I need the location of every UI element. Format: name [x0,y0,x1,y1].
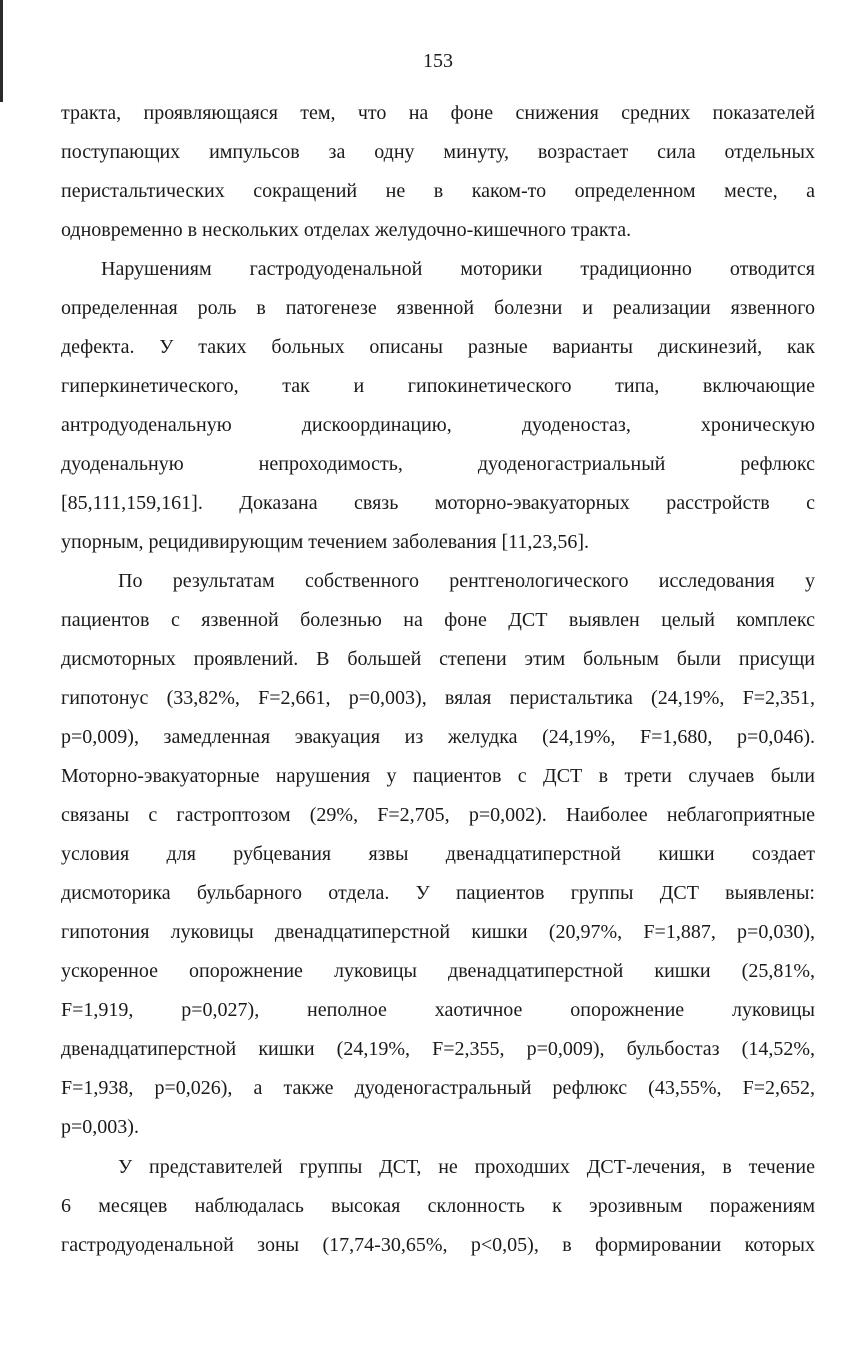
text-line: p=0,009), замедленная эвакуация из желудка (24,19%, F=1,680, p=0,046). [61,726,815,748]
text-line: дефекта. У таких больных описаны разные варианты дискинезий, как [61,336,815,358]
text-line: тракта, проявляющаяся тем, что на фоне снижения средних показателей [61,102,815,124]
text-line: Моторно-эвакуаторные нарушения у пациентов с ДСТ в трети случаев были [61,765,815,787]
text-line: гипотония луковицы двенадцатиперстной кишки (20,97%, F=1,887, p=0,030), [61,921,815,943]
text-line: перистальтических сокращений не в каком-то определенном месте, а [61,180,815,202]
text-line: Нарушениям гастродуоденальной моторики традиционно отводится [101,258,815,280]
text-line: пациентов с язвенной болезнью на фоне ДСТ выявлен целый комплекс [61,609,815,631]
text-line: дисмоторика бульбарного отдела. У пациентов группы ДСТ выявлены: [61,882,815,904]
text-line: ускоренное опорожнение луковицы двенадцатиперстной кишки (25,81%, [61,960,815,982]
text-line: дуоденальную непроходимость, дуоденогастриальный рефлюкс [61,453,815,475]
text-line: F=1,938, p=0,026), а также дуоденогастральный рефлюкс (43,55%, F=2,652, [61,1077,815,1099]
text-line: гиперкинетического, так и гипокинетического типа, включающие [61,375,815,397]
text-line: гипотонус (33,82%, F=2,661, p=0,003), вялая перистальтика (24,19%, F=2,351, [61,687,815,709]
text-line: антродуоденальную дискоординацию, дуоденостаз, хроническую [61,414,815,436]
text-line: У представителей группы ДСТ, не проходших ДСТ-лечения, в течение [118,1156,815,1178]
text-line: одновременно в нескольких отделах желудочно-кишечного тракта. [61,219,632,241]
text-line: связаны с гастроптозом (29%, F=2,705, p=0,002). Наиболее неблагоприятные [61,804,815,826]
text-line: p=0,003). [61,1116,139,1138]
text-line: F=1,919, p=0,027), неполное хаотичное опорожнение луковицы [61,999,815,1021]
text-line: двенадцатиперстной кишки (24,19%, F=2,355, p=0,009), бульбостаз (14,52%, [61,1038,815,1060]
text-line: условия для рубцевания язвы двенадцатиперстной кишки создает [61,843,815,865]
text-line: поступающих импульсов за одну минуту, возрастает сила отдельных [61,141,815,163]
text-line: [85,111,159,161]. Доказана связь моторно-эвакуаторных расстройств с [61,492,815,514]
text-line: 6 месяцев наблюдалась высокая склонность к эрозивным поражениям [61,1195,815,1217]
text-line: гастродуоденальной зоны (17,74-30,65%, p<0,05), в формировании которых [61,1234,815,1256]
text-line: определенная роль в патогенезе язвенной болезни и реализации язвенного [61,297,815,319]
text-line: дисмоторных проявлений. В большей степени этим больным были присущи [61,648,815,670]
text-line: упорным, рецидивирующим течением заболевания [11,23,56]. [61,531,590,553]
text-line: По результатам собственного рентгенологического исследования у [118,570,815,592]
page-number: 153 [423,50,453,72]
